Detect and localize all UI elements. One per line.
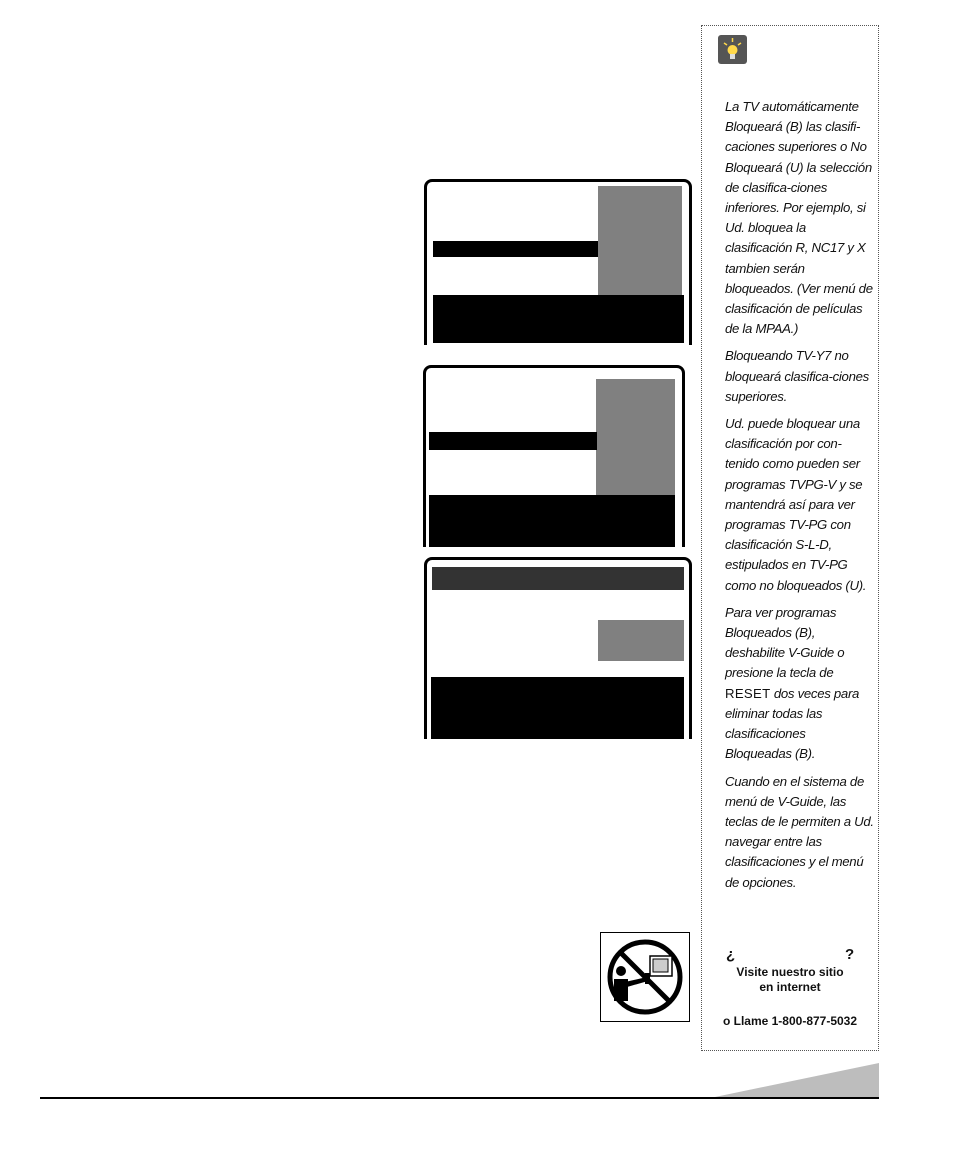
- tv-menu-screen-1: [424, 179, 692, 345]
- info-box: [429, 495, 675, 547]
- gray-panel: [596, 379, 675, 496]
- page-corner-tab: [715, 1063, 879, 1098]
- title-bar: [432, 567, 684, 590]
- info-box: [433, 295, 684, 343]
- tv-menu-screen-3: [424, 557, 692, 739]
- visit-line-2: en internet: [759, 980, 821, 994]
- lightbulb-icon: [718, 35, 747, 64]
- tip-para-4-start: Para ver programas Bloqueados (B), deshabilite V-Guide o presione la tecla de: [725, 604, 845, 681]
- help-question-close: ?: [845, 946, 855, 963]
- tip-para-3: Ud. puede bloquear una clasificación por con-tenido como pueden ser programas TVPG-V y se mantendrá así para ver programas TV-PG con clasificación S-L-D, estipulados en TV-PG como no bloqueados (U).: [725, 416, 867, 593]
- help-question-open: ¿: [726, 946, 736, 963]
- visit-line-1: Visite nuestro sitio: [736, 965, 844, 979]
- gray-panel: [598, 186, 682, 296]
- tip-paragraphs: [725, 97, 875, 900]
- tip-para-5: Cuando en el sistema de menú de V-Guide, las teclas de le permiten a Ud. navegar entre las clasificaciones y el menú de opciones.: [725, 773, 874, 890]
- visit-website-text: [725, 965, 855, 995]
- tip-para-2: Bloqueando TV-Y7 no bloqueará clasifica-ciones superiores.: [725, 348, 869, 404]
- tv-menu-screen-2: [423, 365, 685, 547]
- info-box: [431, 677, 684, 739]
- highlight-bar: [433, 241, 598, 257]
- phone-text: o Llame 1-800-877-5032: [722, 1014, 858, 1028]
- highlight-bar: [429, 432, 597, 450]
- tip-para-1: La TV automáticamente Bloqueará (B) las clasifi-caciones superiores o No Bloqueará (U) la selección de clasifica-ciones inferiores. Por ejemplo, si Ud. bloquea la clasificación R, NC17 y X tambien serán bloqueados. (Ver menú de clasificación de películas de la MPAA.): [725, 99, 873, 337]
- reset-key-label: RESET: [725, 685, 771, 701]
- tip-para-4-end: dos veces para eliminar todas las clasificaciones Bloqueadas (B).: [725, 685, 860, 762]
- no-tampering-icon: [600, 932, 690, 1022]
- gray-panel: [598, 620, 684, 661]
- tip-para-4: [725, 603, 875, 765]
